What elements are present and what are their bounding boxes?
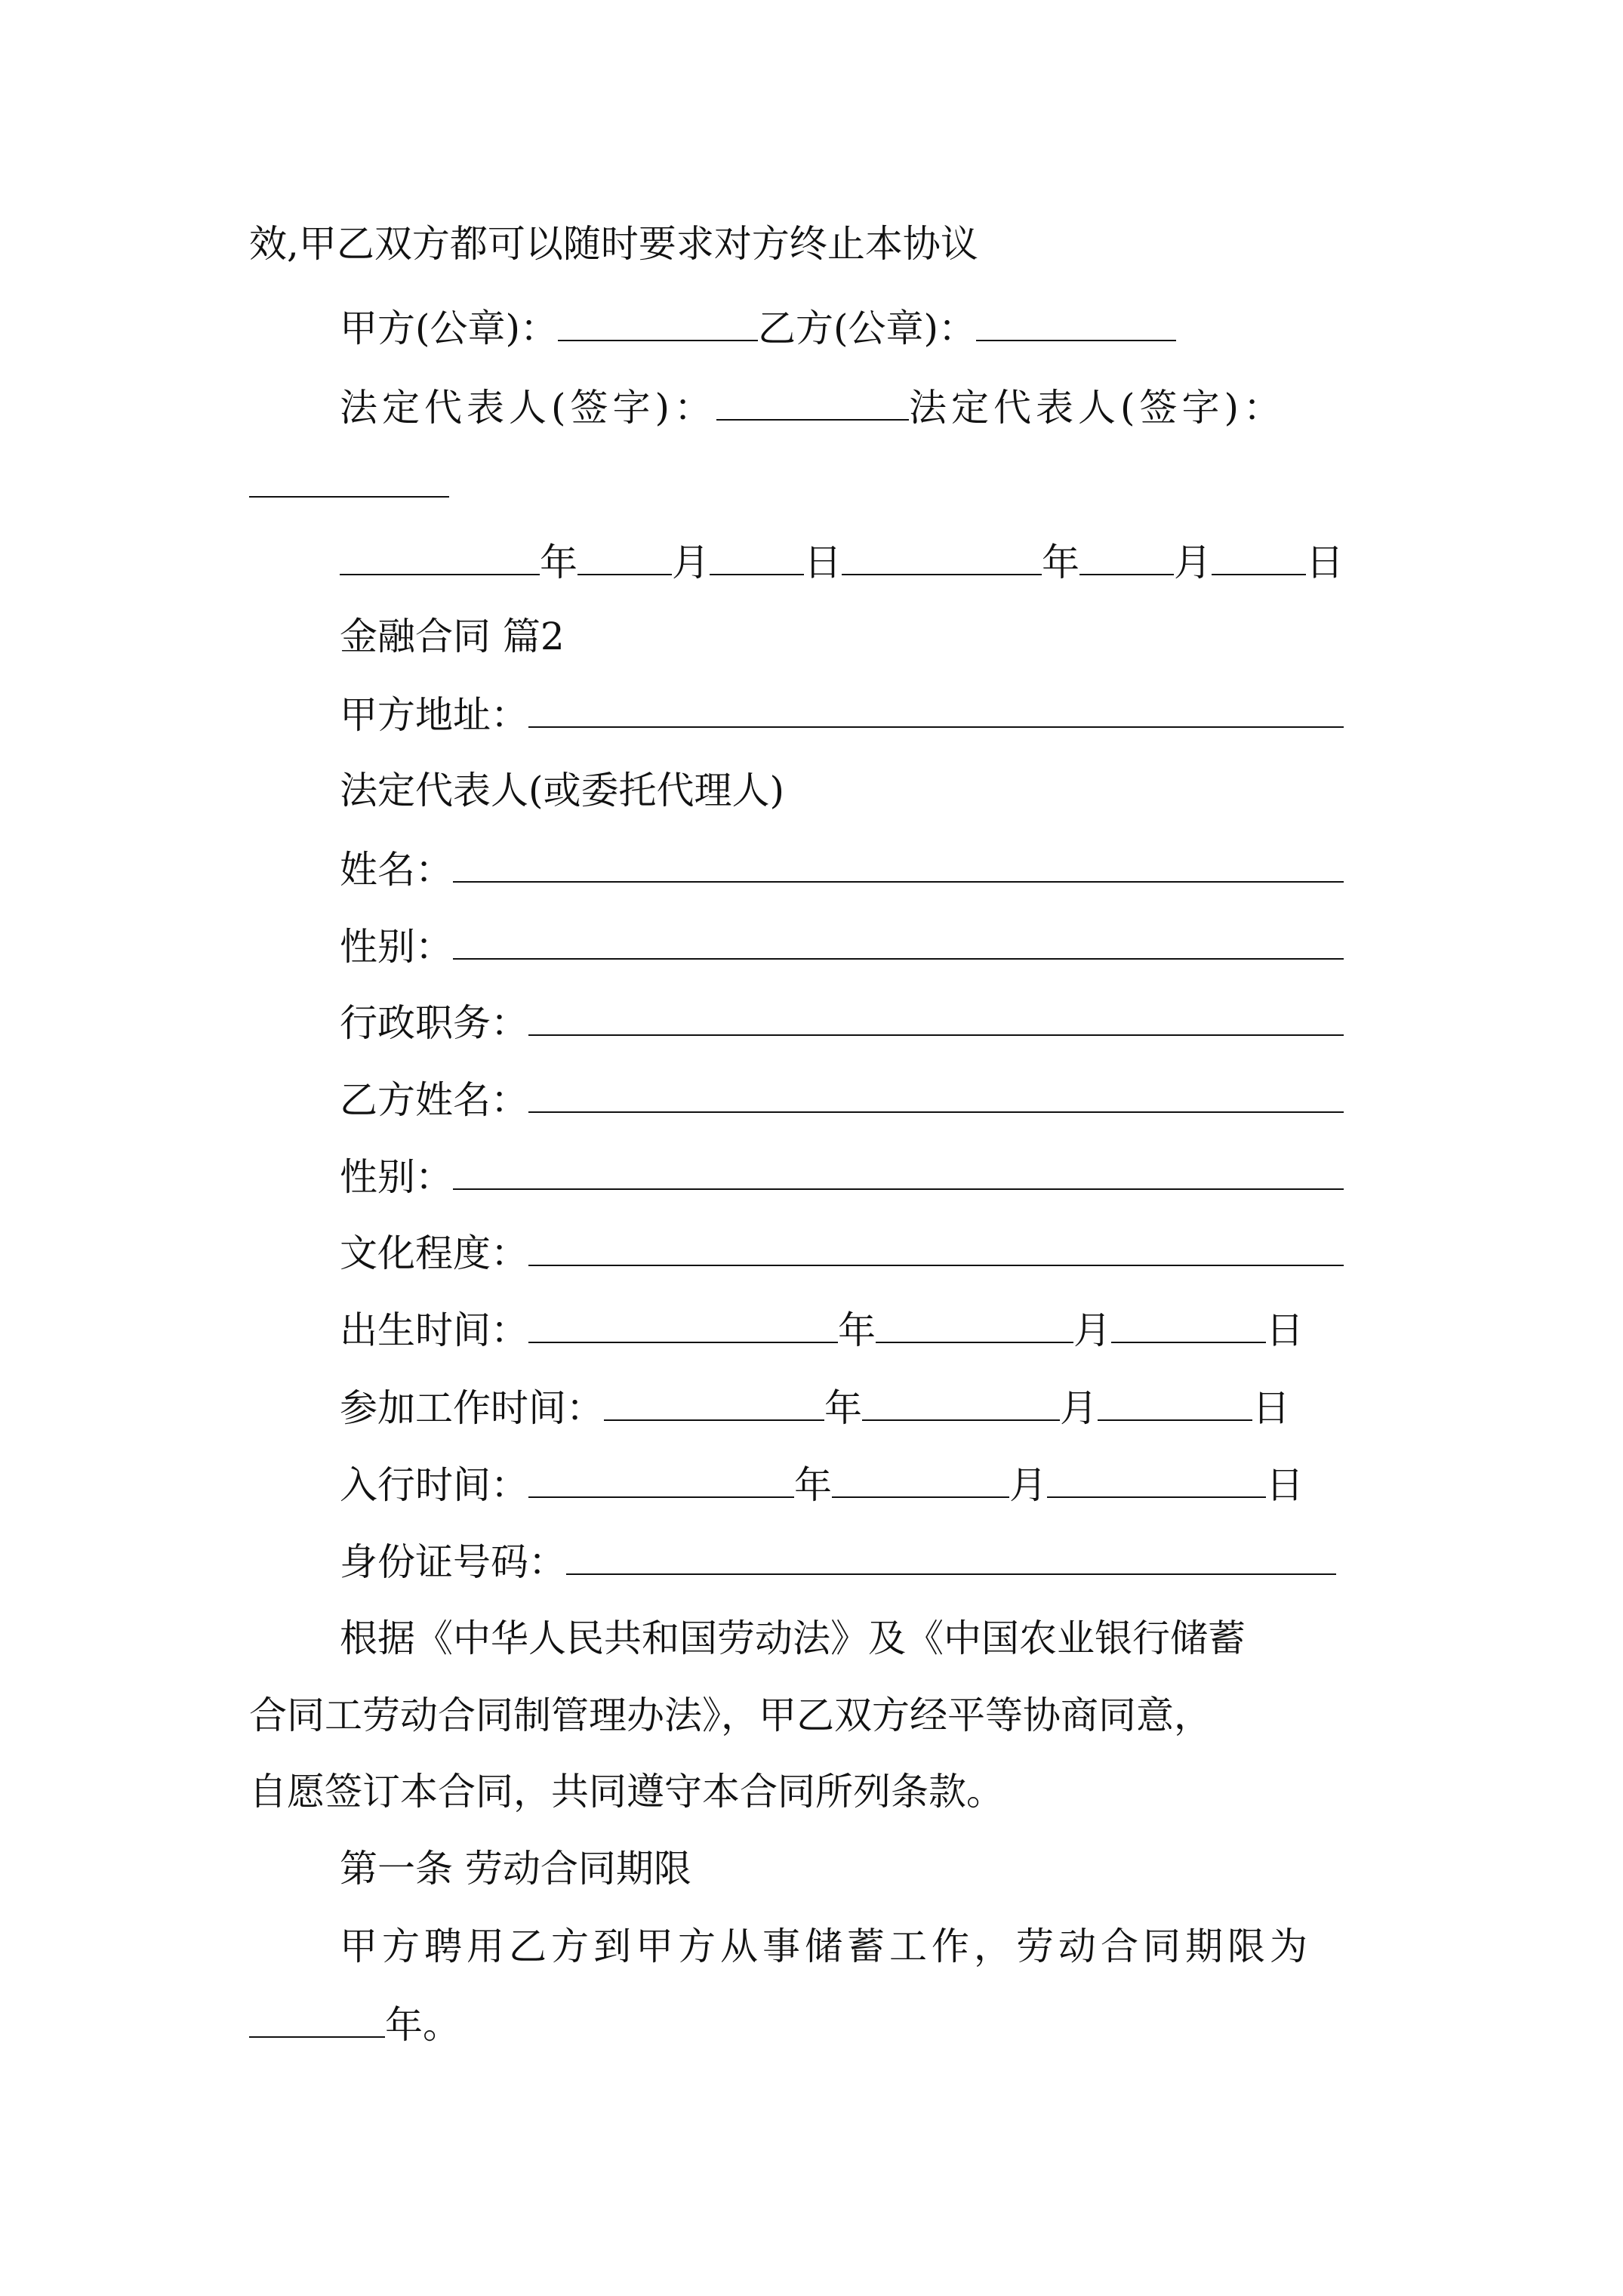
admin-position-label: 行政职务：: [340, 1001, 528, 1045]
party-a-address-line: [340, 687, 1344, 740]
gender-label: 性别：: [340, 925, 453, 969]
industry-entry-day-label: 日: [1266, 1463, 1304, 1507]
industry-entry-month-blank: [832, 1457, 1009, 1498]
legal-rep-b-label: 法定代表人(签字)：: [909, 386, 1286, 430]
month-a-blank: [577, 535, 672, 575]
para1-text-1: 根据《中华人民共和国劳动法》及《中国农业银行储蓄: [340, 1616, 1246, 1660]
legal-rep-b-blank: [249, 457, 449, 498]
work-start-year-blank: [604, 1380, 824, 1421]
name-blank: [453, 842, 1344, 883]
section-title: 金融合同 篇2: [340, 615, 565, 658]
party-b-name-label: 乙方姓名：: [340, 1078, 528, 1122]
month-a-label: 月: [672, 541, 710, 584]
party-a-address-label: 甲方地址：: [340, 693, 528, 737]
gender-b-label: 性别：: [340, 1155, 453, 1199]
work-start-label: 参加工作时间：: [340, 1386, 604, 1430]
day-b-blank: [1212, 535, 1306, 575]
legal-rep-b-blank-line: [249, 457, 449, 510]
party-a-address-blank: [528, 687, 1344, 728]
article1-title: 第一条 劳动合同期限: [340, 1847, 691, 1891]
article1-line1: [340, 1920, 1312, 1973]
work-start-month-label: 月: [1060, 1386, 1098, 1430]
day-a-label: 日: [804, 541, 842, 584]
birth-day-label: 日: [1266, 1308, 1304, 1352]
party-b-seal-label: 乙方(公章)：: [758, 307, 977, 350]
contract-years-blank: [249, 1997, 385, 2038]
legal-rep-a-label: 法定代表人(签字)：: [340, 386, 717, 430]
party-b-seal-blank: [976, 300, 1176, 341]
legal-rep-a-blank: [716, 380, 909, 421]
birth-time-label: 出生时间：: [340, 1308, 528, 1352]
month-b-blank: [1079, 535, 1174, 575]
party-a-seal-blank: [558, 300, 758, 341]
party-b-name-line: [340, 1072, 1344, 1125]
education-blank: [528, 1225, 1344, 1266]
gender-b-line: [340, 1149, 1344, 1202]
industry-entry-day-blank: [1047, 1457, 1266, 1498]
education-line: [340, 1225, 1344, 1278]
id-number-line: [340, 1534, 1336, 1587]
id-number-blank: [566, 1534, 1336, 1575]
work-start-year-label: 年: [824, 1386, 862, 1430]
continuation-text: 效,甲乙双方都可以随时要求对方终止本协议: [249, 222, 978, 266]
gender-blank: [453, 919, 1344, 960]
work-start-month-blank: [862, 1380, 1060, 1421]
birth-year-blank: [528, 1302, 838, 1343]
year-b-blank: [842, 535, 1042, 575]
gender-b-blank: [453, 1149, 1344, 1190]
admin-position-line: [340, 995, 1344, 1048]
birth-month-label: 月: [1073, 1308, 1111, 1352]
article1-title-line: [340, 1842, 691, 1895]
industry-entry-month-label: 月: [1009, 1463, 1047, 1507]
legal-rep-agent-label: 法定代表人(或委托代理人): [340, 769, 785, 812]
admin-position-blank: [528, 995, 1344, 1036]
para1-text-3: 自愿签订本合同，共同遵守本合同所列条款。: [249, 1770, 1004, 1814]
work-start-line: [340, 1380, 1290, 1433]
article1-text-1: 甲方聘用乙方到甲方从事储蓄工作，劳动合同期限为: [340, 1925, 1312, 1968]
legal-rep-agent-line: [340, 764, 784, 817]
section-title-line: [340, 610, 565, 663]
year-a-blank: [340, 535, 540, 575]
party-a-seal-label: 甲方(公章)：: [340, 307, 559, 350]
work-start-day-blank: [1098, 1380, 1252, 1421]
gender-line: [340, 919, 1344, 972]
birth-month-blank: [876, 1302, 1073, 1343]
article1-year-suffix: 年。: [385, 2003, 460, 2047]
para1-line3: [249, 1765, 1004, 1818]
article1-line2: [249, 1997, 460, 2050]
birth-year-label: 年: [838, 1308, 876, 1352]
para1-line1: [340, 1612, 1246, 1665]
party-b-name-blank: [528, 1072, 1344, 1113]
birth-day-blank: [1111, 1302, 1266, 1343]
seal-line: [340, 300, 1176, 353]
year-a-label: 年: [540, 541, 577, 584]
name-label: 姓名：: [340, 848, 453, 892]
id-number-label: 身份证号码：: [340, 1540, 566, 1584]
industry-entry-label: 入行时间：: [340, 1463, 528, 1507]
day-b-label: 日: [1306, 541, 1344, 584]
year-b-label: 年: [1042, 541, 1079, 584]
industry-entry-year-label: 年: [794, 1463, 832, 1507]
name-line: [340, 842, 1344, 895]
day-a-blank: [710, 535, 804, 575]
legal-rep-line: [340, 380, 1286, 433]
birth-time-line: [340, 1302, 1304, 1355]
industry-entry-year-blank: [528, 1457, 794, 1498]
work-start-day-label: 日: [1252, 1386, 1290, 1430]
education-label: 文化程度：: [340, 1231, 528, 1275]
industry-entry-line: [340, 1457, 1304, 1510]
month-b-label: 月: [1174, 541, 1212, 584]
para1-line2: [249, 1689, 1212, 1742]
para1-text-2: 合同工劳动合同制管理办法》，甲乙双方经平等协商同意，: [249, 1693, 1212, 1737]
date-line: [340, 535, 1344, 587]
text-line: [249, 217, 978, 270]
